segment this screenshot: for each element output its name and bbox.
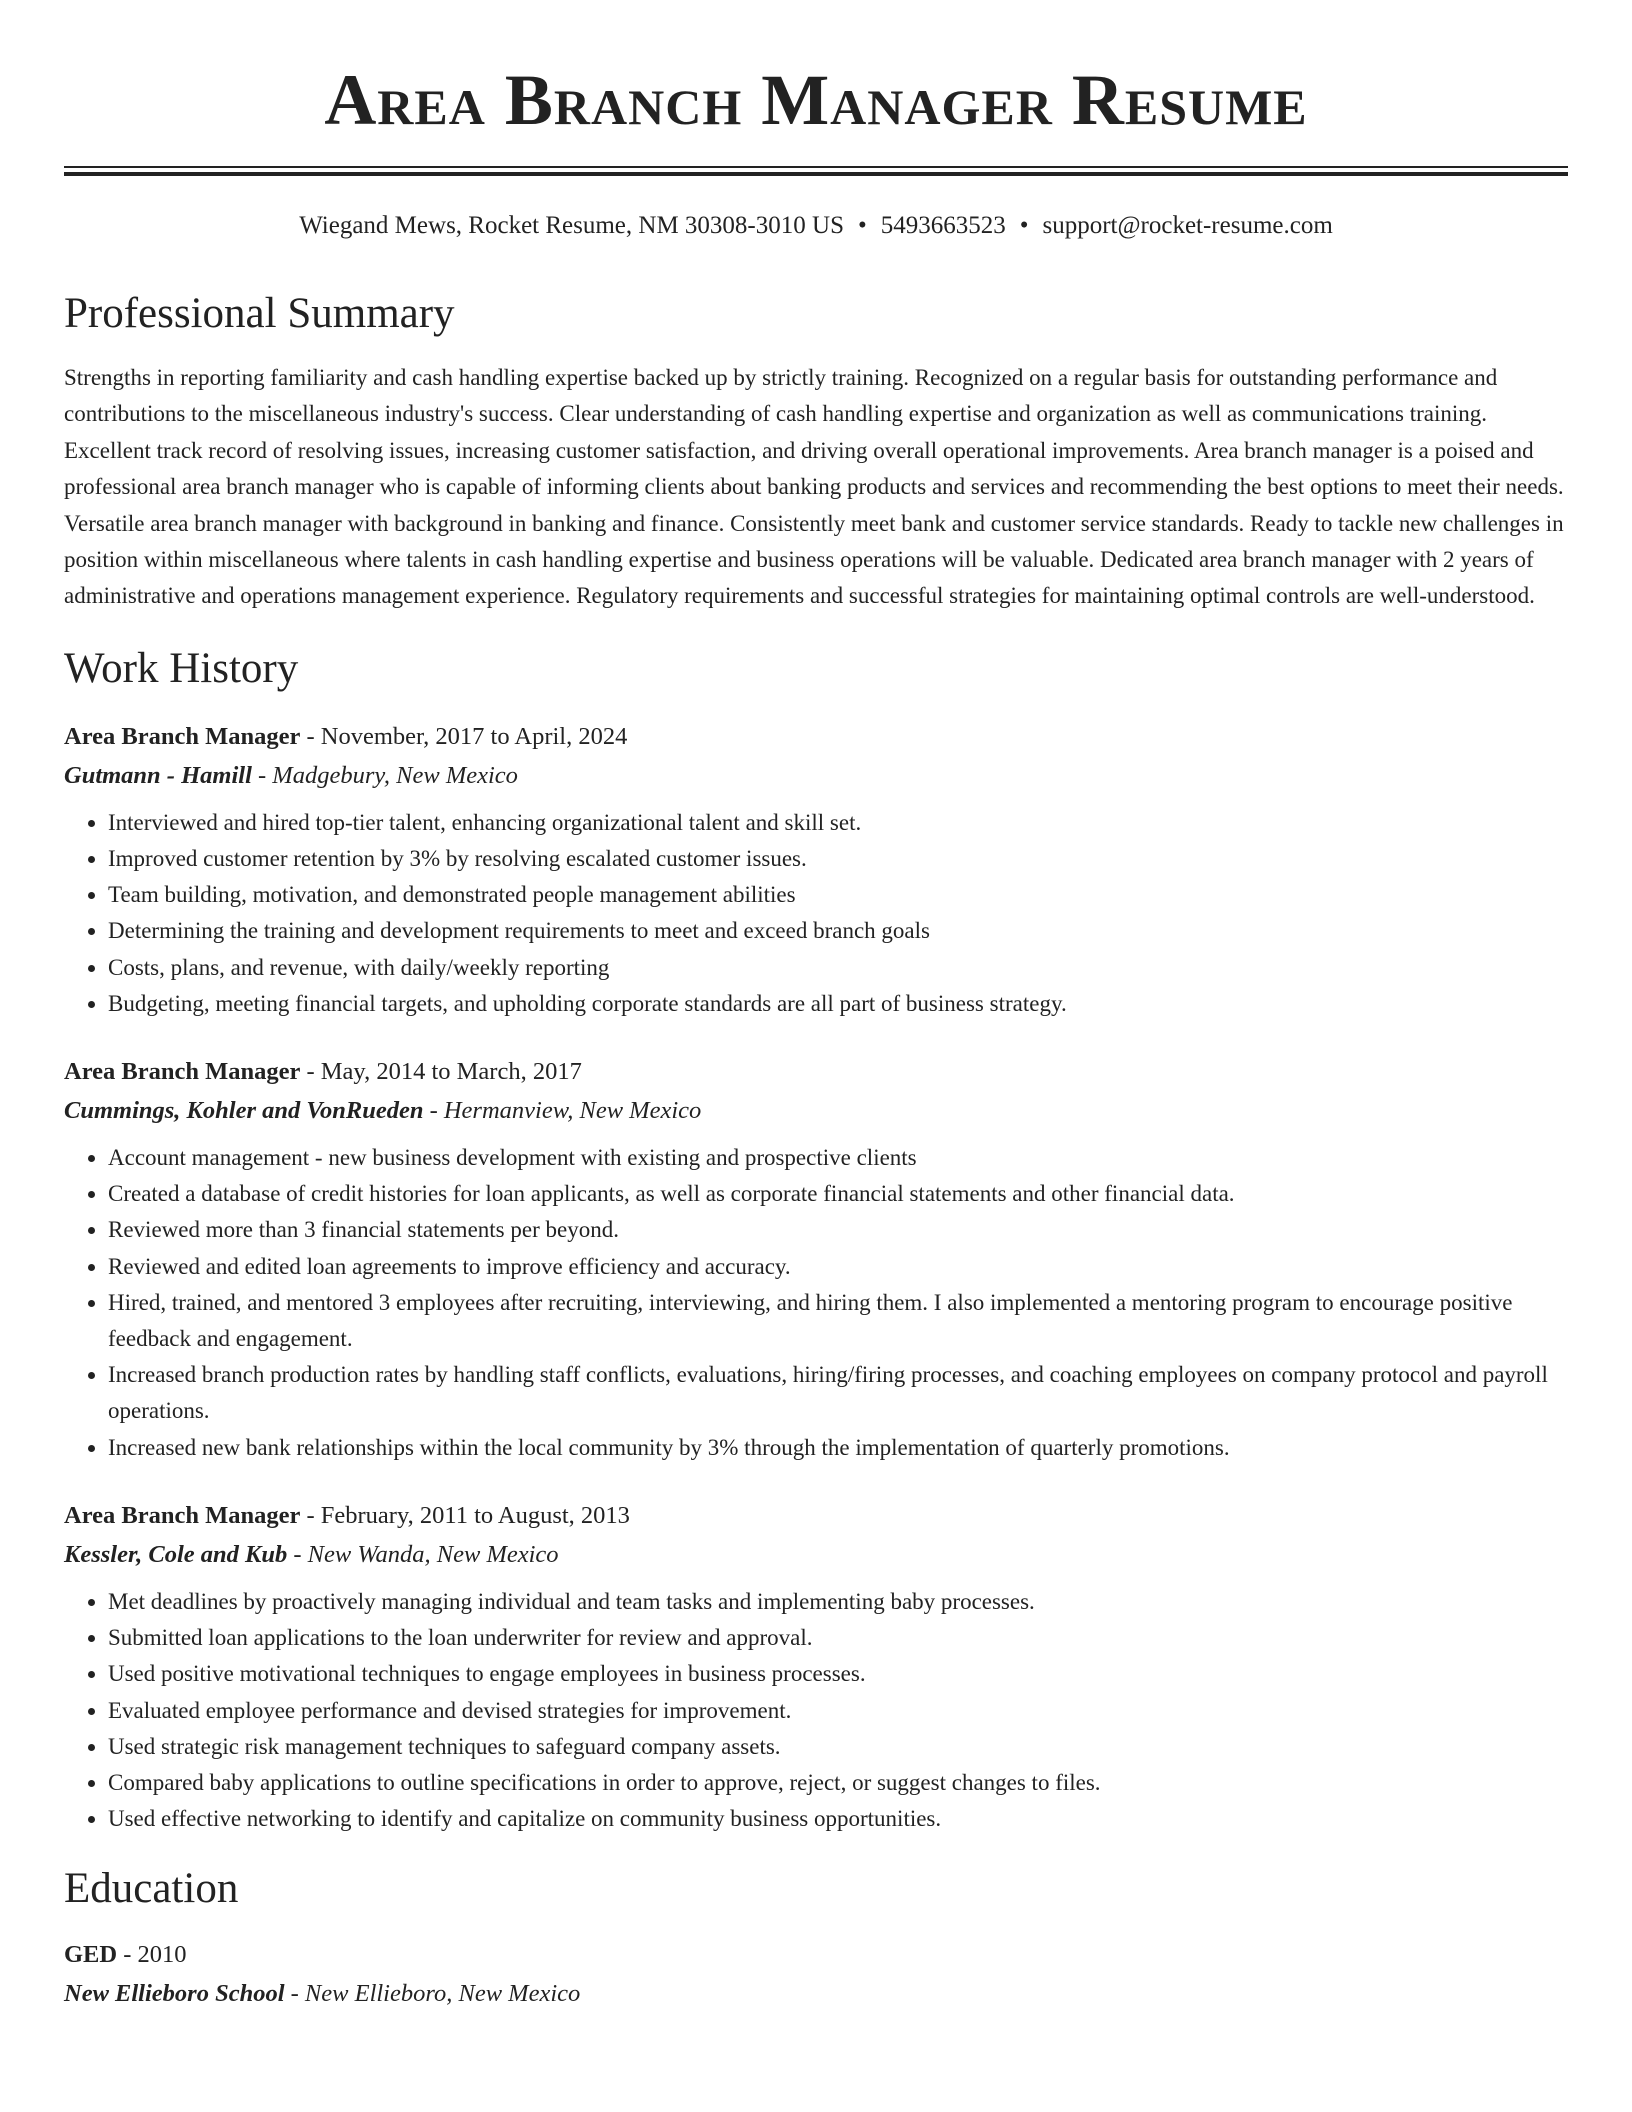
contact-separator: • [1019,212,1029,239]
duty-item: • Reviewed more than 3 financial statements per beyond. [108,1212,1568,1248]
duty-item: • Account management - new business development with existing and prospective clients [108,1140,1568,1176]
duty-item: • Interviewed and hired top-tier talent, enhancing organizational talent and skill set. [108,805,1568,841]
job-header [64,1496,1568,1535]
duty-item: • Met deadlines by proactively managing individual and team tasks and implementing baby processes. [108,1584,1568,1620]
school-location: - New Ellieboro, New Mexico [284,1980,581,2008]
job-title: Area Branch Manager [64,722,301,750]
job-header [64,1052,1568,1091]
duty-item: • Improved customer retention by 3% by resolving escalated customer issues. [108,841,1568,877]
duty-item: • Submitted loan applications to the loan underwriter for review and approval. [108,1620,1568,1656]
duties-list [64,1584,1568,1837]
job-title: Area Branch Manager [64,1058,301,1086]
job-entry [64,717,1568,1022]
job-dates: - November, 2017 to April, 2024 [300,722,628,750]
duty-item: • Team building, motivation, and demonstrated people management abilities [108,877,1568,913]
company-name: Kessler, Cole and Kub [64,1540,288,1568]
job-employer [64,756,1568,795]
duties-list [64,1140,1568,1466]
duties-list [64,805,1568,1022]
job-dates: - May, 2014 to March, 2017 [300,1058,582,1086]
company-location: - Madgebury, New Mexico [251,761,518,789]
contact-phone: 5493663523 [880,212,1006,239]
summary-heading: Professional Summary [64,290,455,337]
contact-separator: • [857,212,867,239]
contact-email: support@rocket-resume.com [1042,212,1333,239]
duty-item: • Increased branch production rates by handling staff conflicts, evaluations, hiring/firing processes, and coaching employees on company protocol and payroll operations. [108,1357,1568,1429]
degree-year: - 2010 [117,1941,187,1969]
duty-item: • Used positive motivational techniques to engage employees in business processes. [108,1656,1568,1692]
duty-item: • Reviewed and edited loan agreements to improve efficiency and accuracy. [108,1249,1568,1285]
duty-item: • Created a database of credit histories for loan applicants, as well as corporate financial statements and other financial data. [108,1176,1568,1212]
duty-item: • Costs, plans, and revenue, with daily/weekly reporting [108,950,1568,986]
duty-item: • Hired, trained, and mentored 3 employees after recruiting, interviewing, and hiring them. I also implemented a mentoring program to encourage positive feedback and engagement. [108,1285,1568,1357]
education-school [64,1974,1568,2013]
job-entry [64,1052,1568,1466]
duty-item: • Increased new bank relationships within the local community by 3% through the implementation of quarterly promotions. [108,1430,1568,1466]
duty-item: • Compared baby applications to outline specifications in order to approve, reject, or suggest changes to files. [108,1765,1568,1801]
education-entry [64,1935,1568,2013]
company-name: Gutmann - Hamill [64,761,252,789]
school-name: New Ellieboro School [64,1980,285,2008]
title-divider [64,166,1568,176]
job-employer [64,1535,1568,1574]
contact-line [64,210,1568,242]
company-location: - New Wanda, New Mexico [287,1540,559,1568]
education-heading: Education [64,1865,239,1913]
duty-item: • Evaluated employee performance and devised strategies for improvement. [108,1693,1568,1729]
company-name: Cummings, Kohler and VonRueden [64,1097,424,1125]
duty-item: • Used effective networking to identify and capitalize on community business opportunities. [108,1801,1568,1837]
job-title: Area Branch Manager [64,1501,301,1529]
job-dates: - February, 2011 to August, 2013 [300,1501,630,1529]
contact-address: Wiegand Mews, Rocket Resume, NM 30308-3010 US [299,212,844,239]
summary-text: Strengths in reporting familiarity and cash handling expertise backed up by strictly training. Recognized on a regular basis for outstanding performance and contributions to the miscellaneous industry's success. Clear understanding of cash handling expertise and organization as well as communications training. Excellent track record of resolving issues, increasing customer satisfaction, and driving overall operational improvements. Area branch manager is a poised and professional area branch manager who is capable of informing clients about banking products and services and recommending the best options to meet their needs. Versatile area branch manager with background in banking and finance. Consistently meet bank and customer service standards. Ready to tackle new challenges in position within miscellaneous where talents in cash handling expertise and business operations will be valuable. Dedicated area branch manager with 2 years of administrative and operations management experience. Regulatory requirements and successful strategies for maintaining optimal controls are well-understood. [64,365,1564,609]
duty-item: • Determining the training and development requirements to meet and exceed branch goals [108,913,1568,949]
resume-title: Area Branch Manager Resume [324,60,1308,140]
duty-item: • Used strategic risk management techniques to safeguard company assets. [108,1729,1568,1765]
education-header [64,1935,1568,1974]
degree-name: GED [64,1941,118,1969]
job-employer [64,1091,1568,1130]
work-history-heading: Work History [64,644,299,692]
job-header [64,717,1568,756]
company-location: - Hermanview, New Mexico [423,1097,702,1125]
duty-item: • Budgeting, meeting financial targets, and upholding corporate standards are all part of business strategy. [108,986,1568,1022]
job-entry [64,1496,1568,1837]
